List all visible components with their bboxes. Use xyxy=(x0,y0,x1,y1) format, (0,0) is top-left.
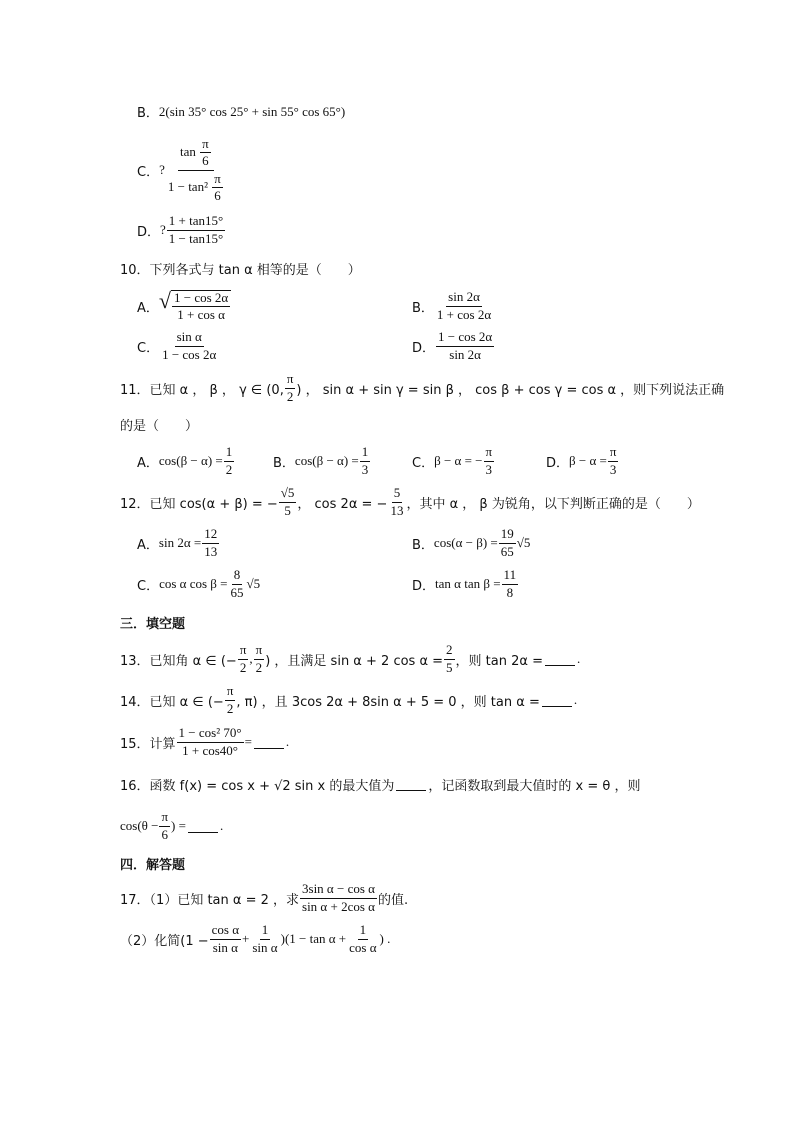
two: 2 xyxy=(255,659,263,675)
answer-blank[interactable] xyxy=(545,653,575,666)
option-label: C． xyxy=(412,455,435,471)
fraction-numerator: π xyxy=(484,445,495,461)
option-label: D． xyxy=(412,340,436,356)
option-label: B． xyxy=(273,455,295,471)
q10-option-a xyxy=(137,286,231,326)
fraction-numerator: sin α xyxy=(175,330,204,346)
fraction-denominator: 3 xyxy=(361,461,369,477)
pi-over-6 xyxy=(212,172,223,204)
q12-option-c xyxy=(137,566,260,602)
stem-text: 的值. xyxy=(377,892,409,908)
fraction-numerator xyxy=(178,137,214,171)
fraction-numerator: √5 xyxy=(279,486,297,502)
q11-option-a xyxy=(137,443,235,479)
stem-text: ) . xyxy=(379,931,391,946)
fraction-denominator: 1 − cos 2α xyxy=(162,346,217,362)
fraction-denominator: 13 xyxy=(390,502,404,518)
stem-text: 13．已知角 α ∈ (− xyxy=(120,653,237,669)
option-label: D． xyxy=(137,224,161,240)
stem-text: 15．计算 xyxy=(120,736,176,752)
fraction-numerator: 2 xyxy=(444,643,455,659)
stem-text: , π) ，且 3cos 2α + 8sin α + 5 = 0 ，则 tan α = xyxy=(236,694,540,710)
q9-option-d xyxy=(137,212,226,248)
fraction-numerator: 8 xyxy=(232,568,243,584)
answer-blank[interactable] xyxy=(396,778,426,791)
fraction-denominator: 5 xyxy=(284,502,291,518)
q17-part2 xyxy=(120,920,390,958)
plus: + xyxy=(242,931,250,946)
fraction-denominator: 5 xyxy=(446,659,453,675)
section-title-fill-in: 三．填空题 xyxy=(120,617,186,632)
section-title-solve: 四．解答题 xyxy=(120,858,186,873)
fraction-denominator: sin α xyxy=(252,939,278,955)
q10-option-d xyxy=(412,328,495,364)
stem-text: （2）化简(1 − xyxy=(120,933,209,949)
pi: π xyxy=(238,643,249,659)
fraction xyxy=(166,137,226,203)
fraction-denominator: cos α xyxy=(349,939,377,955)
q17-part1 xyxy=(120,879,408,917)
fraction-denominator: 2 xyxy=(225,461,233,477)
option-label: D． xyxy=(546,455,570,471)
option-expression: cos α cos β = xyxy=(159,576,228,591)
period: . xyxy=(576,651,581,666)
option-label: C． xyxy=(137,578,160,594)
fraction-numerator: 1 xyxy=(260,923,271,939)
option-expression: β − α = − xyxy=(434,453,483,468)
den-text: 1 − tan² xyxy=(167,178,212,194)
option-label: D． xyxy=(412,578,436,594)
sqrt-five: √5 xyxy=(246,576,261,591)
fraction-denominator: 1 + cos40° xyxy=(182,742,238,758)
option-label: A． xyxy=(137,537,159,553)
fraction-numerator: 1 − cos 2α xyxy=(436,330,494,346)
option-expression: tan α tan β = xyxy=(435,576,501,591)
q12-option-d xyxy=(412,566,519,602)
fraction-numerator: cos α xyxy=(210,923,241,939)
q10-option-c xyxy=(137,328,219,364)
fraction-numerator: 1 xyxy=(360,445,371,461)
six: 6 xyxy=(161,826,168,842)
q11-option-d xyxy=(546,443,619,479)
stem-text: ，记函数取到最大值时的 x = θ ，则 xyxy=(428,779,641,794)
equals: ) = xyxy=(171,818,186,833)
fraction-denominator: 65 xyxy=(500,543,514,559)
fraction-numerator: 1 − cos² 70° xyxy=(177,726,244,742)
pi: π xyxy=(225,684,236,700)
option-label: B． xyxy=(412,537,434,553)
q12-stem xyxy=(120,483,700,521)
option-label: B． xyxy=(137,106,159,121)
stem-text: 12．已知 cos(α + β) = − xyxy=(120,496,278,512)
fraction-denominator: 65 xyxy=(230,584,244,600)
option-label: C． xyxy=(137,340,160,356)
q10-stem: 10．下列各式与 tan α 相等的是（ ） xyxy=(120,263,361,278)
placeholder-glyph: ? xyxy=(160,222,166,237)
answer-blank[interactable] xyxy=(254,736,284,749)
fraction-denominator: 13 xyxy=(204,543,218,559)
fraction-denominator: 3 xyxy=(485,461,493,477)
six: 6 xyxy=(202,153,209,169)
fraction-numerator: 1 xyxy=(224,445,235,461)
option-label: A． xyxy=(137,300,159,316)
fraction-numerator: π xyxy=(608,445,619,461)
pi: π xyxy=(200,137,211,153)
fraction-denominator: 1 + cos α xyxy=(177,307,225,322)
fraction-denominator: 1 − tan15° xyxy=(168,230,224,246)
comma: , xyxy=(249,651,253,666)
fraction-numerator: 19 xyxy=(499,527,516,543)
period: . xyxy=(285,734,290,749)
fraction-numerator: sin 2α xyxy=(446,290,482,306)
fraction-numerator: 1 + tan15° xyxy=(167,214,225,230)
fraction-numerator: 11 xyxy=(502,568,519,584)
two: 2 xyxy=(286,388,294,404)
option-label: A． xyxy=(137,455,159,471)
q11-option-b xyxy=(273,443,371,479)
tan-text: tan xyxy=(179,143,196,159)
fraction-denominator: sin α + 2cos α xyxy=(302,898,375,914)
stem-text: ) ， sin α + sin γ = sin β ， cos β + cos γ = cos α ，则下列说法正确 xyxy=(296,382,725,398)
stem-text: cos(θ − xyxy=(120,818,159,833)
stem-text: 14．已知 α ∈ (− xyxy=(120,694,224,710)
option-label: B． xyxy=(412,300,434,316)
q11-option-c xyxy=(412,443,495,479)
pi: π xyxy=(285,372,296,388)
radical-sign: √ xyxy=(158,287,171,313)
sqrt-five: √5 xyxy=(516,535,531,550)
q15-stem xyxy=(120,723,289,761)
q13-stem xyxy=(120,640,580,678)
q12-option-b xyxy=(412,525,530,561)
fraction-denominator: sin α xyxy=(212,939,238,955)
two: 2 xyxy=(226,700,234,716)
q16-stem xyxy=(120,775,640,794)
fraction-numerator: 1 xyxy=(358,923,369,939)
option-expression: 2(sin 35° cos 25° + sin 55° cos 65°) xyxy=(158,103,346,119)
option-expression: cos(β − α) = xyxy=(294,453,359,468)
six: 6 xyxy=(214,187,221,203)
q9-option-c xyxy=(137,135,227,203)
fraction xyxy=(167,214,225,246)
fraction-denominator xyxy=(166,171,226,204)
fraction-numerator: 5 xyxy=(392,486,403,502)
q16-stem-line2 xyxy=(120,807,223,845)
option-label: C． xyxy=(137,164,160,180)
stem-text: 17．（1）已知 tan α = 2 ，求 xyxy=(120,892,300,908)
stem-text: )(1 − tan α + xyxy=(280,931,347,946)
fraction-numerator: 3sin α − cos α xyxy=(300,882,377,898)
fraction-denominator: sin 2α xyxy=(449,346,481,362)
q10-option-b xyxy=(412,288,494,324)
stem-text: 11．已知 α ， β ， γ ∈ (0, xyxy=(120,382,284,398)
placeholder-glyph: ? xyxy=(159,162,165,177)
stem-text: ，其中 α ， β 为锐角，以下判断正确的是（ ） xyxy=(406,496,700,512)
pi: π xyxy=(212,172,223,188)
q11-stem xyxy=(120,370,724,406)
stem-text: ) ，且满足 sin α + 2 cos α = xyxy=(265,653,444,669)
q11-stem-line2: 的是（ ） xyxy=(120,419,199,434)
q9-option-b xyxy=(137,102,345,121)
stem-text: 16．函数 f(x) = cos x + √2 sin x 的最大值为 xyxy=(120,779,395,794)
period: . xyxy=(219,818,224,833)
equals: = xyxy=(244,734,252,749)
option-expression: cos(β − α) = xyxy=(158,453,223,468)
answer-blank[interactable] xyxy=(542,694,572,707)
fraction-numerator: 12 xyxy=(202,527,219,543)
fraction-numerator: 1 − cos 2α xyxy=(172,291,230,307)
pi-over-6 xyxy=(200,137,211,169)
q14-stem xyxy=(120,681,577,719)
option-expression: cos(α − β) = xyxy=(433,535,498,550)
stem-text: ，则 tan 2α = xyxy=(455,653,543,669)
answer-blank[interactable] xyxy=(188,820,218,833)
option-expression: β − α = xyxy=(569,453,607,468)
stem-text: ， cos 2α = − xyxy=(297,496,388,512)
square-root xyxy=(158,287,231,323)
fraction-denominator: 3 xyxy=(609,461,617,477)
fraction-denominator: 1 + cos 2α xyxy=(436,306,492,322)
fraction-denominator: 8 xyxy=(506,584,514,600)
pi: π xyxy=(254,643,265,659)
two: 2 xyxy=(239,659,247,675)
pi: π xyxy=(159,810,170,826)
option-expression: sin 2α = xyxy=(158,535,202,550)
period: . xyxy=(573,692,578,707)
q12-option-a xyxy=(137,525,220,561)
